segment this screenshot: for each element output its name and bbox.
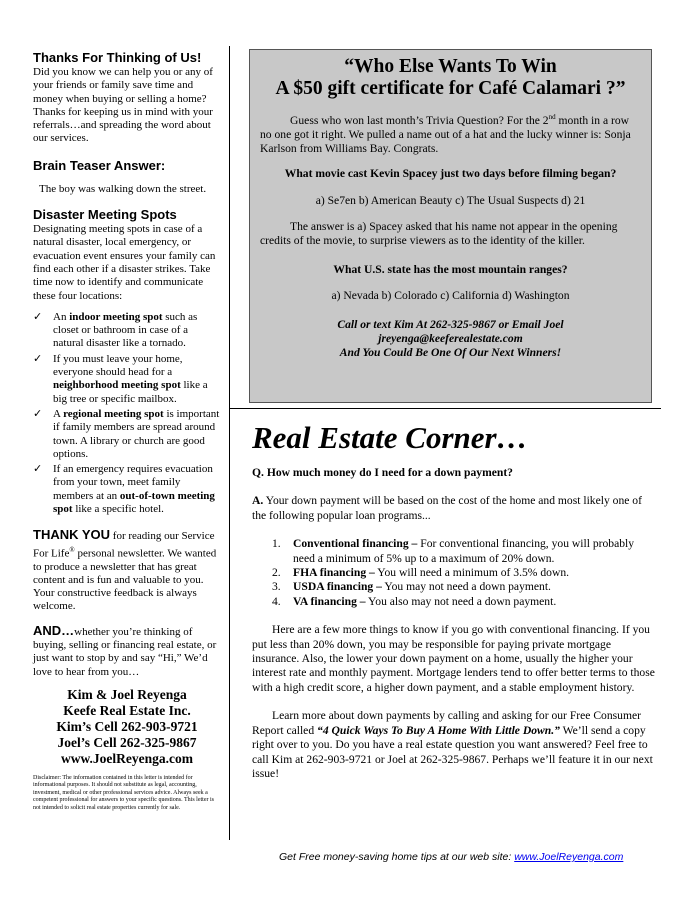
thanks-heading: Thanks For Thinking of Us! xyxy=(33,50,202,65)
footer-website-link[interactable]: www.JoelReyenga.com xyxy=(514,851,624,863)
thank-you-paragraph: THANK YOU for reading our Service For Life® personal newsletter. We wanted to produce a newsletter that has great content and is fun and valuable to you. Your constructive feedback is always welcome. xyxy=(33,527,217,613)
corner-paragraph-1: Here are a few more things to know if you go with conventional financing. If you put less than 20% down, you may be responsible for paying private mortgage insurance. Also, the lower your down payment on a home, usually the higher your interest rate and monthly payment. Mortgage lenders tend to offer better terms to those with a high credit score, a higher down payment, and a stable employment history. xyxy=(252,623,655,694)
section-divider xyxy=(229,408,661,409)
trivia-options-1: a) Se7en b) American Beauty c) The Usual Suspects d) 21 xyxy=(315,193,586,207)
trivia-title-line1: “Who Else Wants To Win xyxy=(344,56,557,77)
disclaimer: Disclaimer: The information contained in this letter is intended for informational purposes. It should not substitute as legal, accounting, investment, medical or other professional services advice. Always seek a competent professional for answers to your specific questions. This letter is not intended to solicit real estate properties currently for sale. xyxy=(33,774,215,811)
brain-teaser-answer: The boy was walking down the street. xyxy=(39,182,207,195)
left-column xyxy=(33,50,221,812)
corner-title: Real Estate Corner… xyxy=(252,420,528,455)
list-item: ✓ A regional meeting spot is important if family members are spread around town. A library or church are good options. xyxy=(33,407,220,460)
contact-kim-cell: Kim’s Cell 262-903-9721 xyxy=(56,718,198,734)
column-divider xyxy=(229,46,230,408)
trivia-box xyxy=(249,49,652,403)
trivia-intro: Guess who won last month’s Trivia Question? For the 2nd month in a row no one got it right. We pulled a name out of a hat and the lucky winner is: Sonja Karlson from Williams Bay. Congrats. xyxy=(260,113,631,156)
corner-paragraph-2: Learn more about down payments by calling and asking for our Free Consumer Report called “4 Quick Ways To Buy A Home With Little Down.” We’ll send a copy right over to you. Do you have a real estate question you want answered? Feel free to call Kim at 262-903-9721 or Joel at 262-325-9867. Perhaps we’ll feature it in our next issue! xyxy=(252,709,653,780)
and-heading: AND… xyxy=(33,622,75,638)
list-item: ✓ If an emergency requires evacuation from your town, meet family members at an out-of-town meeting spot like a specific hotel. xyxy=(33,463,215,516)
list-item: 4. VA financing – You also may not need a down payment. xyxy=(272,594,557,608)
trivia-question-2: What U.S. state has the most mountain ranges? xyxy=(333,263,568,277)
meeting-spot-list xyxy=(33,311,221,516)
list-item: ✓ If you must leave your home, everyone should head for a neighborhood meeting spot like a big tree or specific mailbox. xyxy=(33,352,208,405)
contact-joel-cell: Joel’s Cell 262-325-9867 xyxy=(57,734,197,750)
disaster-intro: Designating meeting spots in case of a natural disaster, local emergency, or evacuation event ensures your family can find each other if a disaster strikes. Take time now to identify and communicate these four locations: xyxy=(33,223,216,302)
trivia-call-line1: Call or text Kim At 262-325-9867 or Email Joel xyxy=(337,317,564,331)
corner-question: Q. How much money do I need for a down payment? xyxy=(252,466,513,479)
disaster-heading: Disaster Meeting Spots xyxy=(33,207,177,223)
list-item: ✓ An indoor meeting spot such as closet or bathroom in case of a natural disaster like a tornado. xyxy=(33,310,198,350)
checkmark-icon: ✓ xyxy=(33,352,43,365)
brain-teaser-heading: Brain Teaser Answer: xyxy=(33,157,166,173)
column-divider xyxy=(229,408,230,840)
contact-website[interactable]: www.JoelReyenga.com xyxy=(61,750,193,766)
trivia-answer: The answer is a) Spacey asked that his name not appear in the opening credits of the movie, to surprise viewers as to the identity of the killer. xyxy=(260,219,618,248)
contact-company: Keefe Real Estate Inc. xyxy=(63,702,191,718)
contact-names: Kim & Joel Reyenga xyxy=(67,686,187,702)
trivia-call-line3: And You Could Be One Of Our Next Winners! xyxy=(339,346,562,360)
corner-answer: A. Your down payment will be based on the cost of the home and most likely one of the following popular loan programs... xyxy=(252,494,642,522)
list-item: 1. Conventional financing – For conventional financing, you will probably need a minimum of 5% up to a maximum of 20% down. xyxy=(272,537,635,565)
trivia-question-1: What movie cast Kevin Spacey just two days before filming began? xyxy=(284,167,617,181)
list-item: 2. FHA financing – You will need a minimum of 3.5% down. xyxy=(272,566,570,580)
real-estate-corner xyxy=(252,420,658,781)
footer-text: Get Free money-saving home tips at our web site: xyxy=(279,851,515,863)
checkmark-icon: ✓ xyxy=(33,463,43,476)
list-item: 3. USDA financing – You may not need a down payment. xyxy=(272,580,551,594)
trivia-options-2: a) Nevada b) Colorado c) California d) Washington xyxy=(331,289,570,303)
loan-list xyxy=(252,537,658,609)
thank-you-heading: THANK YOU xyxy=(33,527,111,543)
trivia-title-line2: A $50 gift certificate for Café Calamari ?” xyxy=(275,78,626,99)
checkmark-icon: ✓ xyxy=(33,310,43,323)
checkmark-icon: ✓ xyxy=(33,407,43,420)
contact-block xyxy=(33,687,221,767)
footer xyxy=(279,851,623,863)
thanks-text: Did you know we can help you or any of your friends or family save time and money when buying or selling a home? Thanks for keeping us in mind with your referrals…and spreading the word about our services. xyxy=(33,66,213,145)
and-paragraph: AND…whether you’re thinking of buying, selling or financing real estate, or just want to stop by and say “Hi,” We’d love to hear from you… xyxy=(33,622,217,678)
trivia-email[interactable]: jreyenga@keeferealestate.com xyxy=(378,331,523,345)
